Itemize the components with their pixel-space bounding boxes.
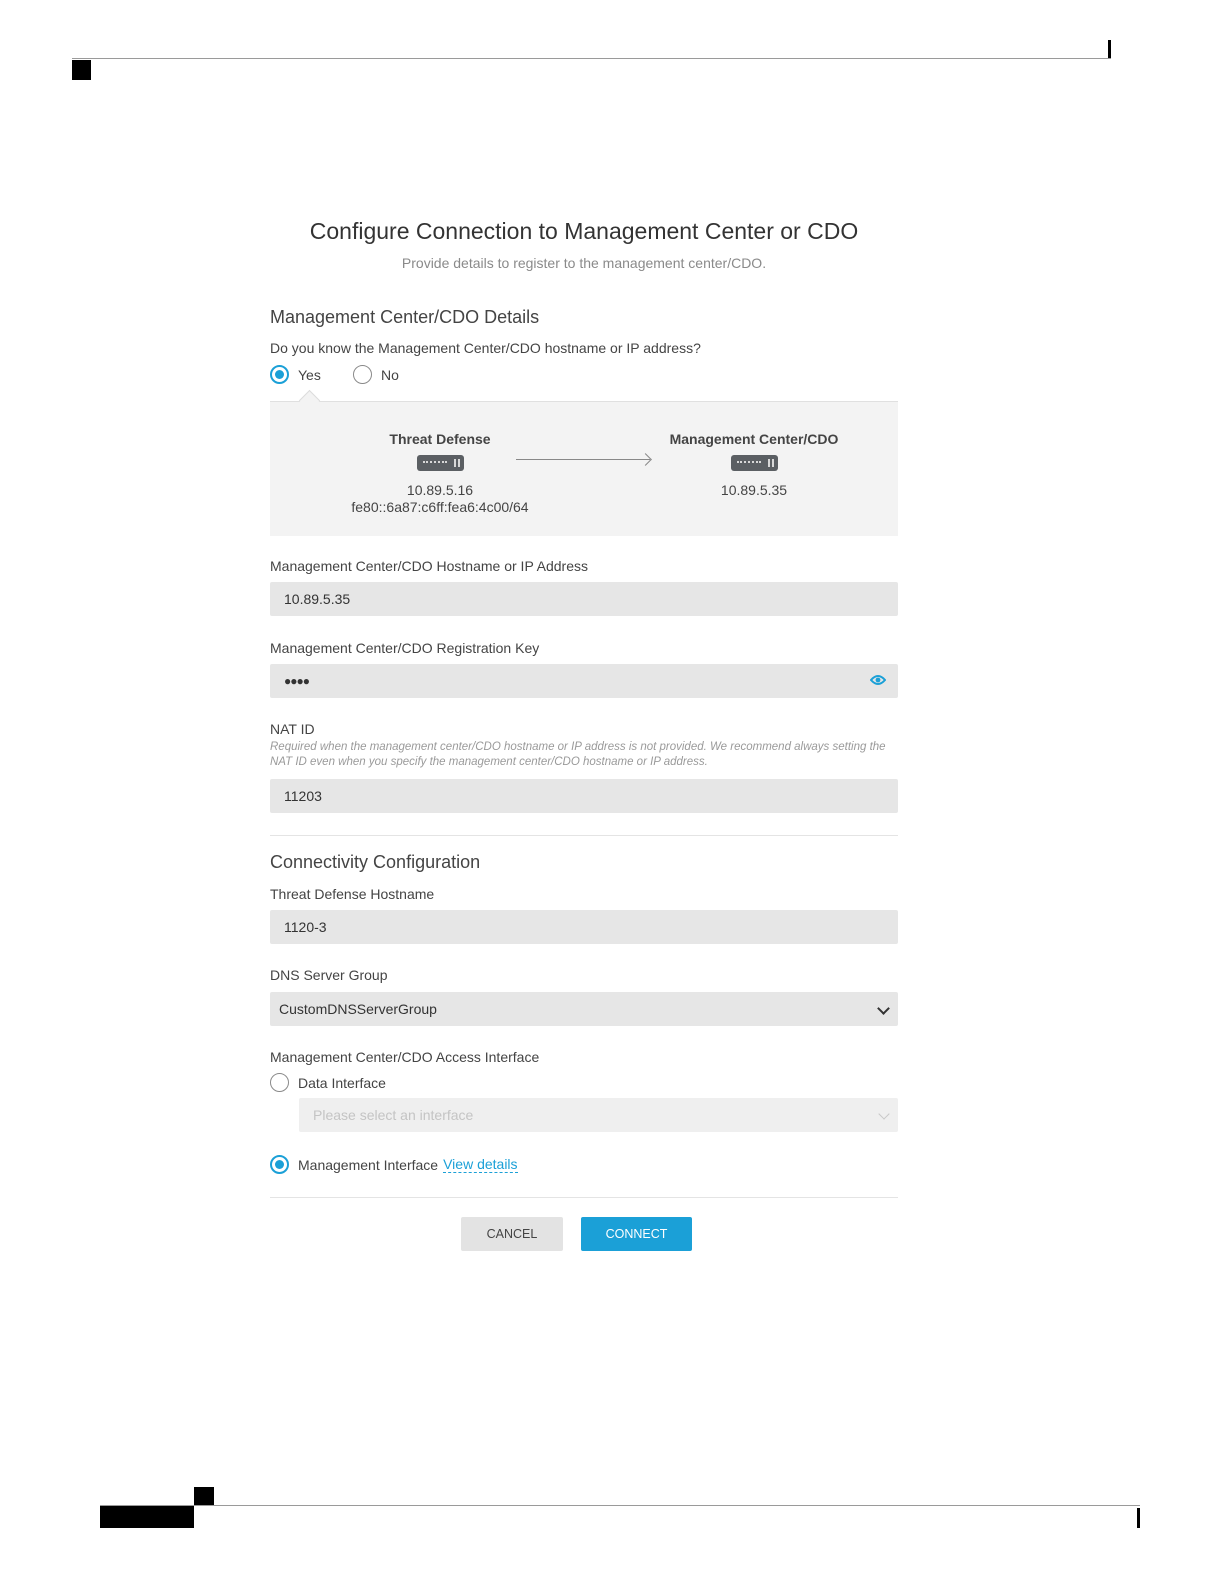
td-hostname-input[interactable]: 1120-3: [270, 910, 898, 944]
access-interface-label: Management Center/CDO Access Interface: [270, 1049, 540, 1065]
chevron-down-icon: [877, 1002, 890, 1015]
nat-hint: Required when the management center/CDO hostname or IP address is not provided. We recommend always setting the NAT ID even when you specify the management center/CDO hostname or IP address.: [270, 741, 886, 768]
threat-defense-device-icon: [417, 455, 464, 471]
data-interface-radio[interactable]: [270, 1073, 289, 1092]
interface-select[interactable]: [299, 1098, 898, 1132]
regkey-label: Management Center/CDO Registration Key: [270, 640, 540, 656]
page-top-tick: [1108, 40, 1111, 58]
td-hostname-label: Threat Defense Hostname: [270, 886, 435, 902]
host-label: Management Center/CDO Hostname or IP Address: [270, 558, 589, 574]
management-center-device-icon: [731, 455, 778, 471]
hostname-question: Do you know the Management Center/CDO hostname or IP address?: [270, 340, 701, 356]
dns-select[interactable]: [270, 992, 898, 1026]
page-top-rule: [72, 58, 1111, 59]
yes-radio[interactable]: [270, 365, 289, 384]
data-interface-option[interactable]: [270, 1073, 386, 1092]
page-bottom-mark: [194, 1487, 214, 1505]
view-details-link[interactable]: View details: [443, 1156, 518, 1172]
arrow-right-icon: [516, 459, 650, 460]
no-radio-option[interactable]: [353, 365, 399, 384]
no-radio[interactable]: [353, 365, 372, 384]
management-interface-radio[interactable]: [270, 1155, 289, 1174]
chevron-down-icon: [878, 1108, 889, 1119]
yes-radio-option[interactable]: [270, 365, 321, 384]
threat-defense-ipv4: 10.89.5.16: [406, 482, 474, 498]
show-password-eye-icon[interactable]: [870, 674, 886, 686]
nat-label: NAT ID: [270, 721, 315, 737]
details-heading: Management Center/CDO Details: [270, 307, 540, 327]
no-label: No: [381, 366, 399, 383]
page-subtitle: Provide details to register to the management center/CDO.: [401, 255, 767, 271]
management-interface-label: Management Interface: [298, 1156, 439, 1173]
page-bottom-block: [100, 1506, 194, 1528]
data-interface-label: Data Interface: [298, 1074, 386, 1091]
regkey-value: ●●●●: [284, 674, 309, 688]
management-center-ipv4: 10.89.5.35: [720, 482, 788, 498]
connect-button[interactable]: CONNECT: [581, 1217, 692, 1251]
section-divider: [270, 835, 898, 836]
actions-divider: [270, 1197, 898, 1198]
connection-diagram: [270, 401, 898, 536]
page-bottom-rule: [100, 1505, 1140, 1506]
regkey-input[interactable]: [270, 664, 898, 698]
dns-label: DNS Server Group: [270, 967, 388, 983]
interface-select-placeholder: Please select an interface: [313, 1107, 474, 1123]
yes-label: Yes: [298, 366, 321, 383]
connectivity-heading: Connectivity Configuration: [270, 852, 481, 872]
page-bottom-tick: [1137, 1508, 1140, 1528]
management-center-title: Management Center/CDO: [669, 431, 839, 447]
nat-input[interactable]: 11203: [270, 779, 898, 813]
page-title: Configure Connection to Management Center or CDO: [309, 218, 859, 244]
management-interface-option[interactable]: [270, 1155, 518, 1174]
cancel-button[interactable]: CANCEL: [461, 1217, 563, 1251]
threat-defense-title: Threat Defense: [389, 431, 491, 447]
host-input[interactable]: 10.89.5.35: [270, 582, 898, 616]
threat-defense-ipv6: fe80::6a87:c6ff:fea6:4c00/64: [351, 499, 529, 515]
dns-selected-value: CustomDNSServerGroup: [279, 1001, 437, 1017]
page-corner-mark: [72, 60, 91, 80]
